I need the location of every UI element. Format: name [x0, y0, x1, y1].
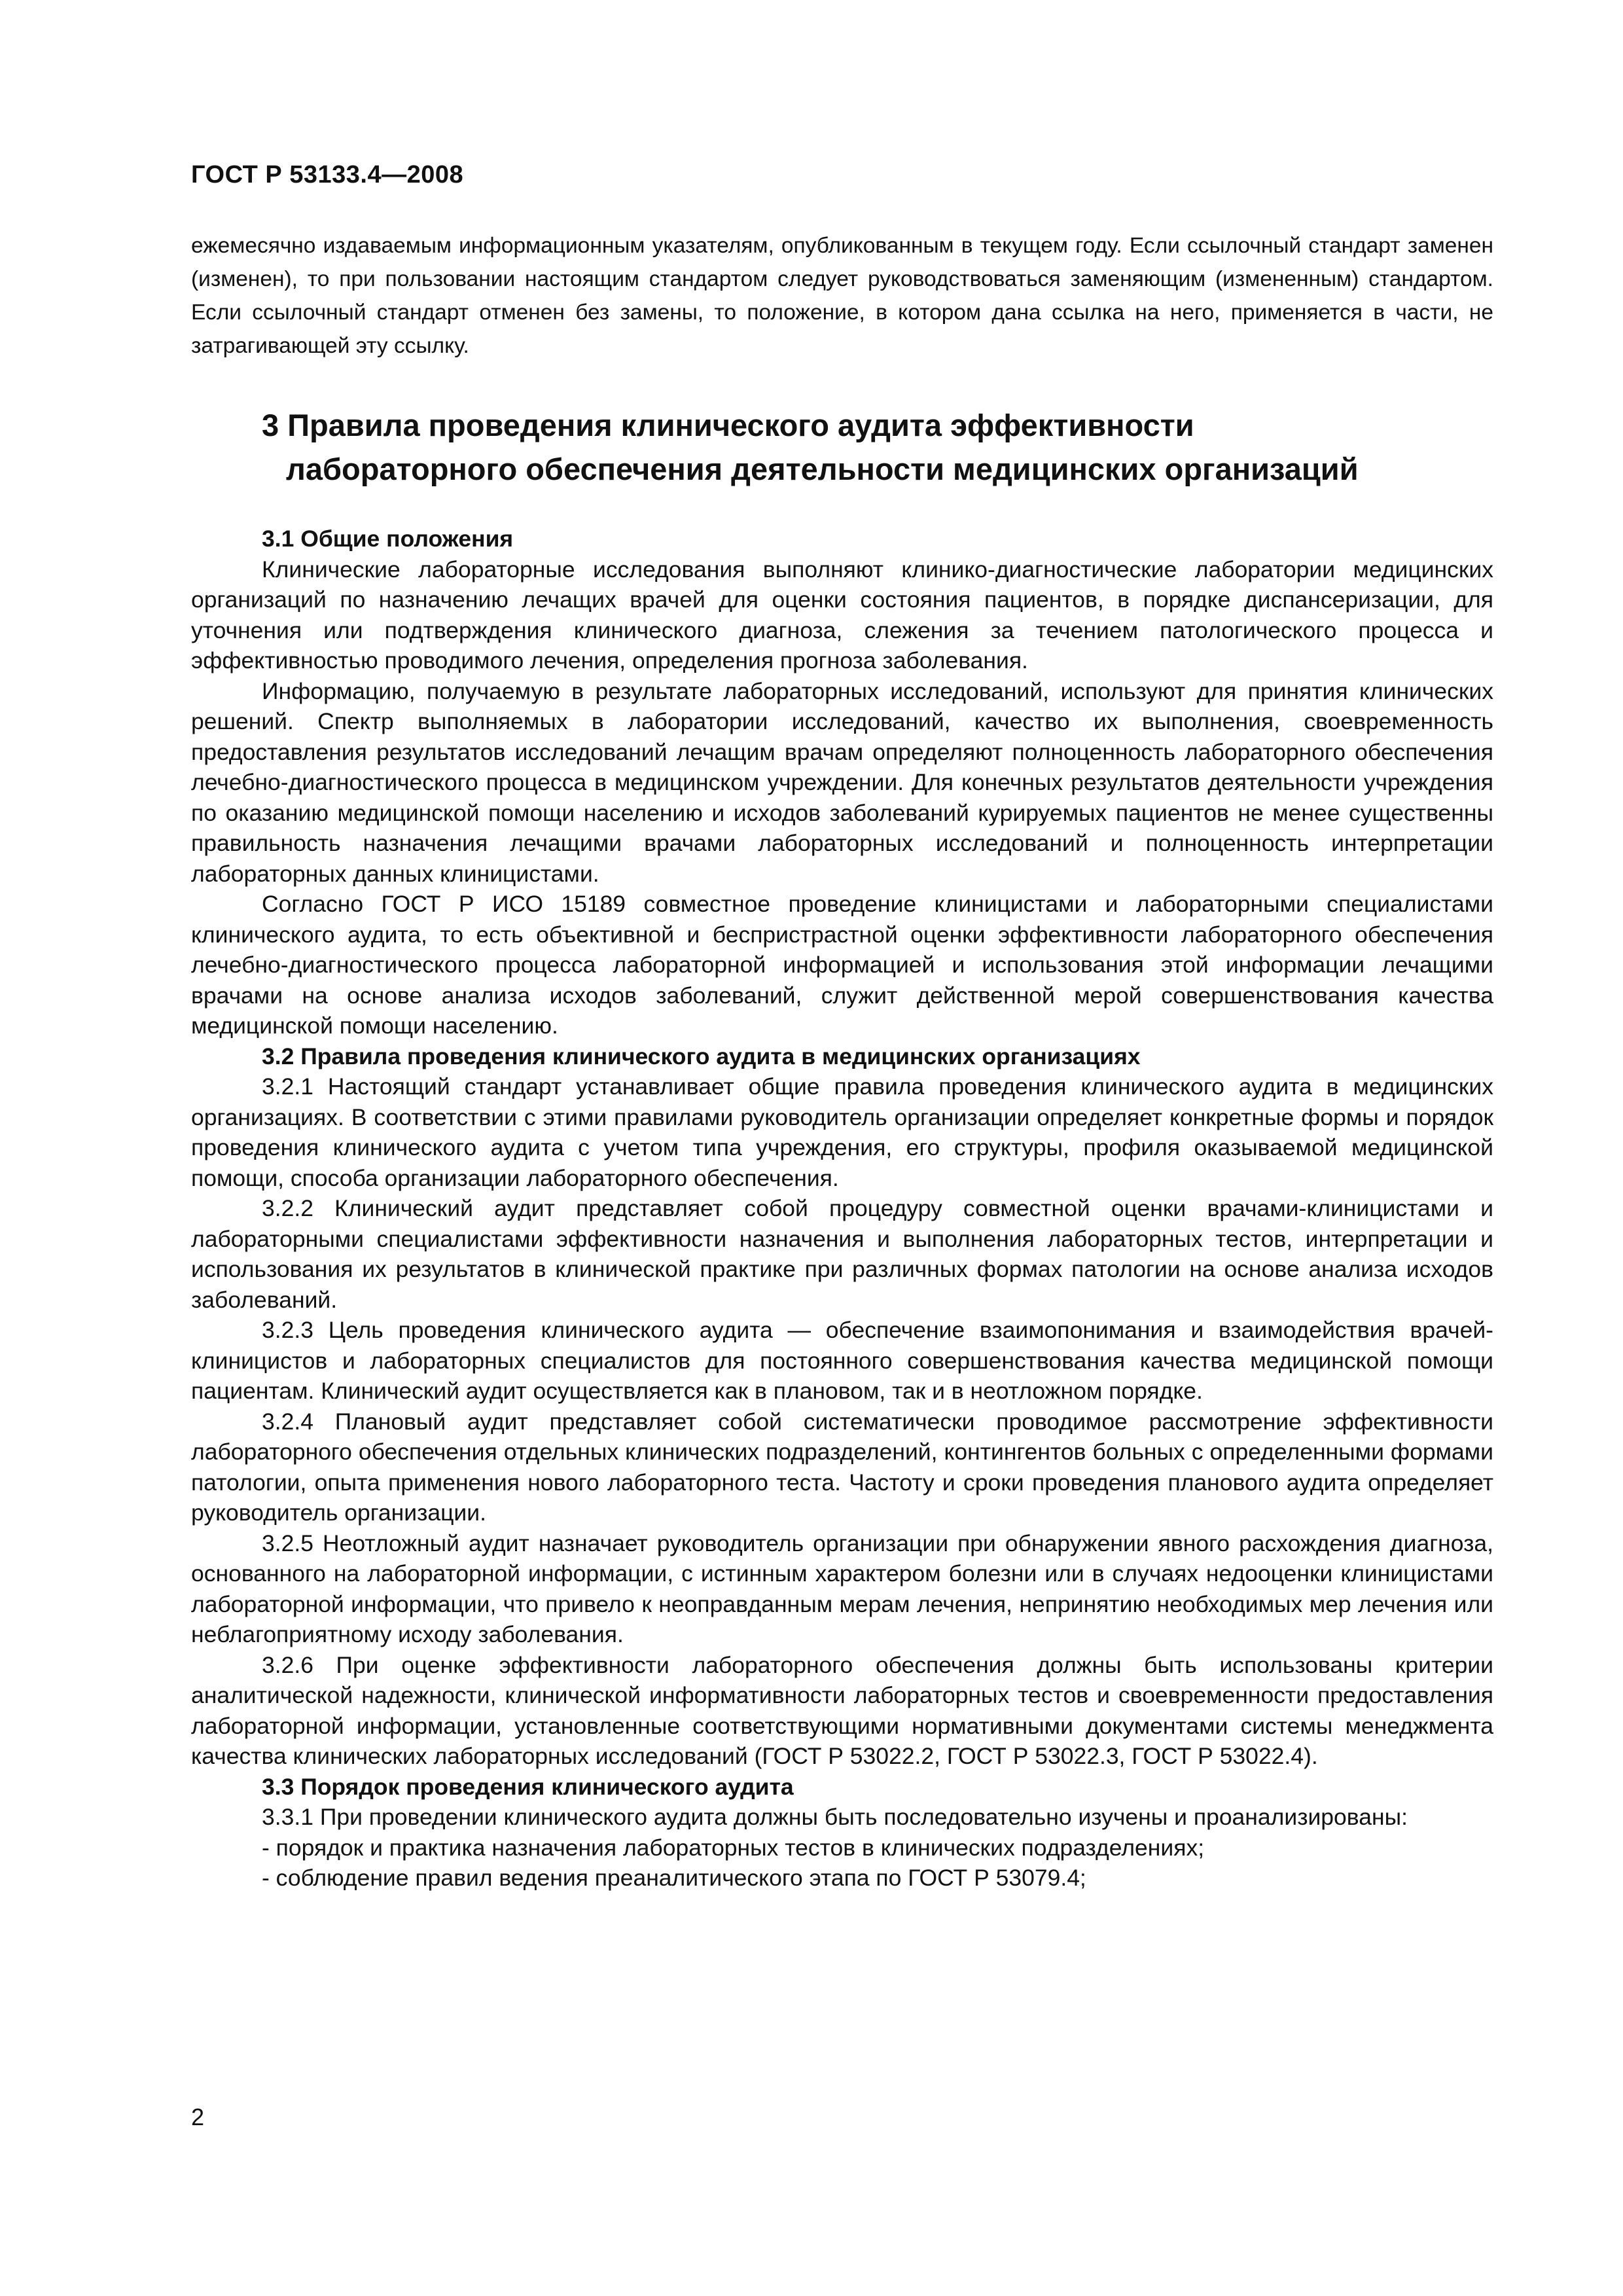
list-item: - соблюдение правил ведения преаналитического этапа по ГОСТ Р 53079.4; — [262, 1865, 1086, 1891]
section-3-title-line-2: лабораторного обеспечения деятельности медицинских организаций — [286, 452, 1359, 486]
clause-3-2-3: 3.2.3 Цель проведения клинического аудита — обеспечение взаимопонимания и взаимодействия врачей-клиницистов и лабораторных специалистов для постоянного совершенствования качества медицинской помощи пациентам. Клинический аудит осуществляется как в плановом, так и в неотложном порядке. — [191, 1317, 1493, 1404]
section-3-title-line-1: 3 Правила проведения клинического аудита эффективности — [262, 408, 1194, 442]
intro-paragraph: ежемесячно издаваемым информационным указателям, опубликованным в текущем году. Если ссылочный стандарт заменен (изменен), то при пользовании настоящим стандартом следует руководствоваться заменяющим (измененным) стандартом. Если ссылочный стандарт отменен без замены, то положение, в котором дана ссылка на него, применяется в части, не затрагивающей эту ссылку. — [191, 234, 1493, 358]
subsection-3-2-heading: 3.2 Правила проведения клинического аудита в медицинских организациях — [262, 1043, 1141, 1069]
document-body — [191, 229, 1493, 1893]
page-number: 2 — [191, 2104, 205, 2130]
paragraph-3-1-2: Информацию, получаемую в результате лабораторных исследований, используют для принятия клинических решений. Спектр выполняемых в лаборатории исследований, качество их выполнения, своевременность предоставления результатов исследований лечащим врачам определяют полноценность лабораторного обеспечения лечебно-диагностического процесса в медицинском учреждении. Для конечных результатов деятельности учреждения по оказанию медицинской помощи населению и исходов заболеваний курируемых пациентов не менее существенны правильность назначения лечащими врачами лабораторных исследований и полноценность интерпретации лабораторных данных клиницистами. — [191, 677, 1493, 887]
clause-3-2-5: 3.2.5 Неотложный аудит назначает руководитель организации при обнаружении явного расхождения диагноза, основанного на лабораторной информации, с истинным характером болезни или в случаях недооценки клиницистами лабораторной информации, что привело к неоправданным мерам лечения, непринятию необходимых мер лечения или неблагоприятному исходу заболевания. — [191, 1530, 1493, 1647]
paragraph-3-1-1: Клинические лабораторные исследования выполняют клинико-диагностические лаборатории медицинских организаций по назначению лечащих врачей для оценки состояния пациентов, в порядке диспансеризации, для уточнения или подтверждения клинического диагноза, слежения за течением патологического процесса и эффективностью проводимого лечения, определения прогноза заболевания. — [191, 556, 1493, 673]
list-item: - порядок и практика назначения лабораторных тестов в клинических подразделениях; — [262, 1834, 1205, 1861]
clause-3-3-1: 3.3.1 При проведении клинического аудита должны быть последовательно изучены и проанализированы: — [262, 1804, 1408, 1830]
subsection-3-1-heading: 3.1 Общие положения — [262, 526, 514, 552]
section-3-title — [191, 403, 1493, 491]
clause-3-2-6: 3.2.6 При оценке эффективности лабораторного обеспечения должны быть использованы критерии аналитической надежности, клинической информативности лабораторных тестов и своевременности предоставления лабораторной информации, установленные соответствующими нормативными документами системы менеджмента качества клинических лабораторных исследований (ГОСТ Р 53022.2, ГОСТ Р 53022.3, ГОСТ Р 53022.4). — [191, 1651, 1493, 1769]
clause-3-2-4: 3.2.4 Плановый аудит представляет собой систематически проводимое рассмотрение эффективности лабораторного обеспечения отдельных клинических подразделений, контингентов больных с определенными формами патологии, опыта применения нового лабораторного теста. Частоту и сроки проведения планового аудита определяет руководитель организации. — [191, 1408, 1493, 1526]
paragraph-3-1-3: Согласно ГОСТ Р ИСО 15189 совместное проведение клиницистами и лабораторными специалистами клинического аудита, то есть объективной и беспристрастной оценки эффективности лабораторного обеспечения лечебно-диагностического процесса лабораторной информацией и использования этой информации лечащими врачами на основе анализа исходов заболеваний, служит действенной мерой совершенствования качества медицинской помощи населению. — [191, 891, 1493, 1039]
clause-3-2-1: 3.2.1 Настоящий стандарт устанавливает общие правила проведения клинического аудита в медицинских организациях. В соответствии с этими правилами руководитель организации определяет конкретные формы и порядок проведения клинического аудита с учетом типа учреждения, его структуры, профиля оказываемой медицинской помощи, способа организации лабораторного обеспечения. — [191, 1073, 1493, 1191]
document-header: ГОСТ Р 53133.4—2008 — [191, 161, 464, 188]
subsection-3-3-heading: 3.3 Порядок проведения клинического аудита — [262, 1773, 794, 1800]
clause-3-2-2: 3.2.2 Клинический аудит представляет собой процедуру совместной оценки врачами-клиницистами и лабораторными специалистами эффективности назначения и выполнения лабораторных тестов, интерпретации и использования их результатов в клинической практике при различных формах патологии на основе анализа исходов заболеваний. — [191, 1195, 1493, 1313]
